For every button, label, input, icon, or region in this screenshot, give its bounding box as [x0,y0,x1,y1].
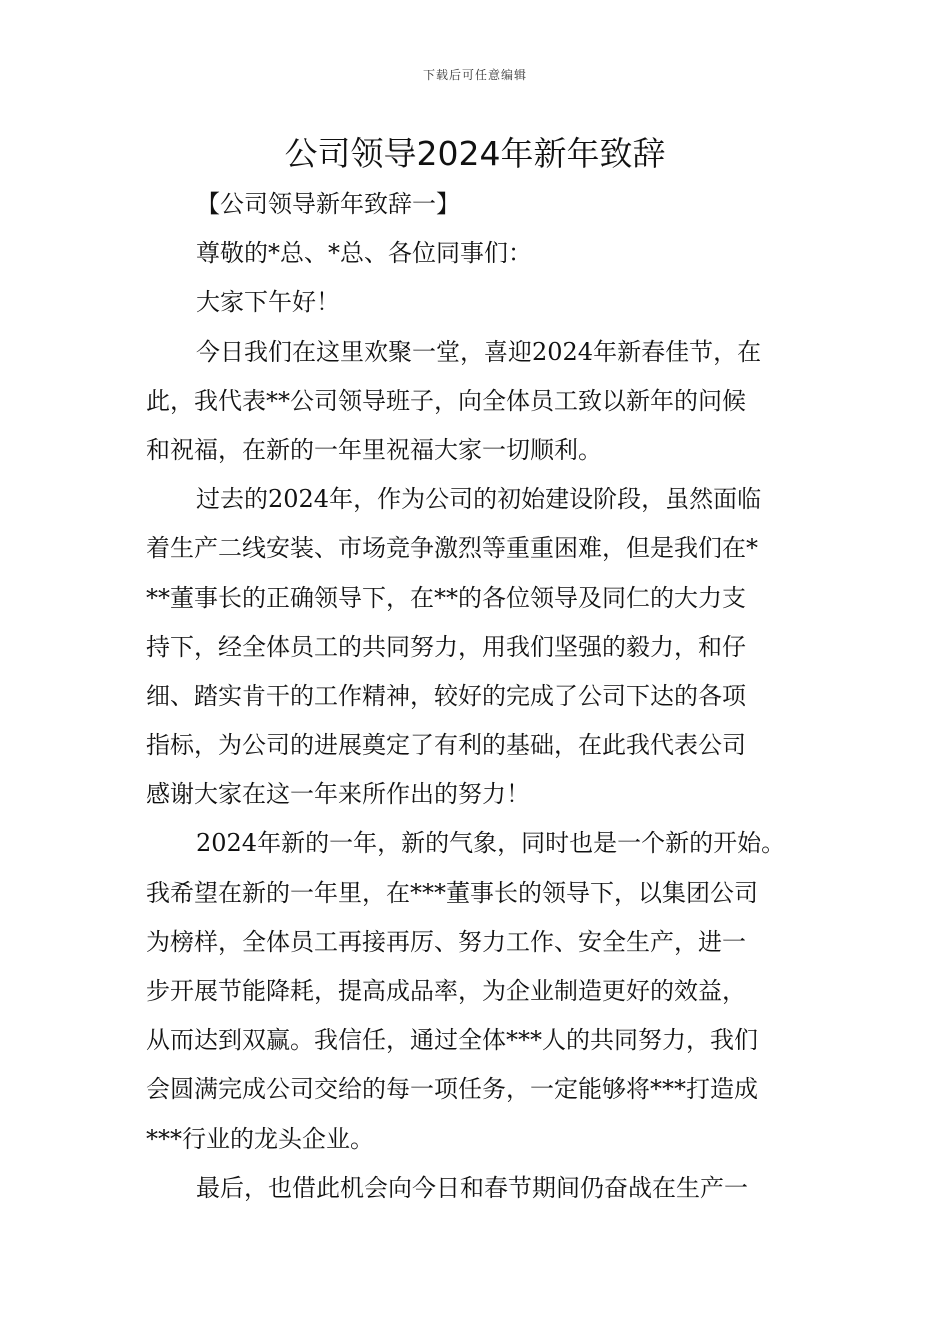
text-line: **董事长的正确领导下，在**的各位领导及同仁的大力支 [146,583,746,612]
text-line: 【公司领导新年致辞一】 [196,190,460,218]
text-line: 感谢大家在这一年来所作出的努力！ [146,780,530,809]
text-line: 此，我代表**公司领导班子，向全体员工致以新年的问候 [146,386,746,415]
text-line: 着生产二线安装、市场竞争激烈等重重困难，但是我们在* [146,534,758,563]
text-line: 大家下午好！ [196,288,340,317]
text-line: 步开展节能降耗，提高成品率，为企业制造更好的效益， [146,977,746,1005]
text-line: 为榜样，全体员工再接再厉、努力工作、安全生产，进一 [146,927,746,956]
header-note: 下载后可任意编辑 [422,68,527,82]
text-line: 过去的2024年，作为公司的初始建设阶段，虽然面临 [196,485,762,514]
text-line: 从而达到双赢。我信任，通过全体***人的共同努力，我们 [146,1026,758,1055]
text-line: 最后，也借此机会向今日和春节期间仍奋战在生产一 [196,1173,748,1202]
text-line: ***行业的龙头企业。 [146,1124,374,1153]
text-line: 持下，经全体员工的共同努力，用我们坚强的毅力，和仔 [146,632,746,661]
text-line: 我希望在新的一年里，在***董事长的领导下，以集团公司 [146,878,758,907]
text-line: 指标，为公司的进展奠定了有利的基础，在此我代表公司 [146,731,746,760]
text-line: 今日我们在这里欢聚一堂，喜迎2024年新春佳节，在 [196,337,762,366]
text-line: 细、踏实肯干的工作精神，较好的完成了公司下达的各项 [146,681,746,710]
document-body [146,180,812,1213]
text-line: 和祝福，在新的一年里祝福大家一切顺利。 [146,435,602,464]
document-title: 公司领导2024年新年致辞 [284,134,666,173]
text-line: 2024年新的一年，新的气象，同时也是一个新的开始。 [196,829,786,858]
text-line: 尊敬的*总、*总、各位同事们： [196,239,532,268]
text-line: 会圆满完成公司交给的每一项任务，一定能够将***打造成 [146,1075,758,1104]
